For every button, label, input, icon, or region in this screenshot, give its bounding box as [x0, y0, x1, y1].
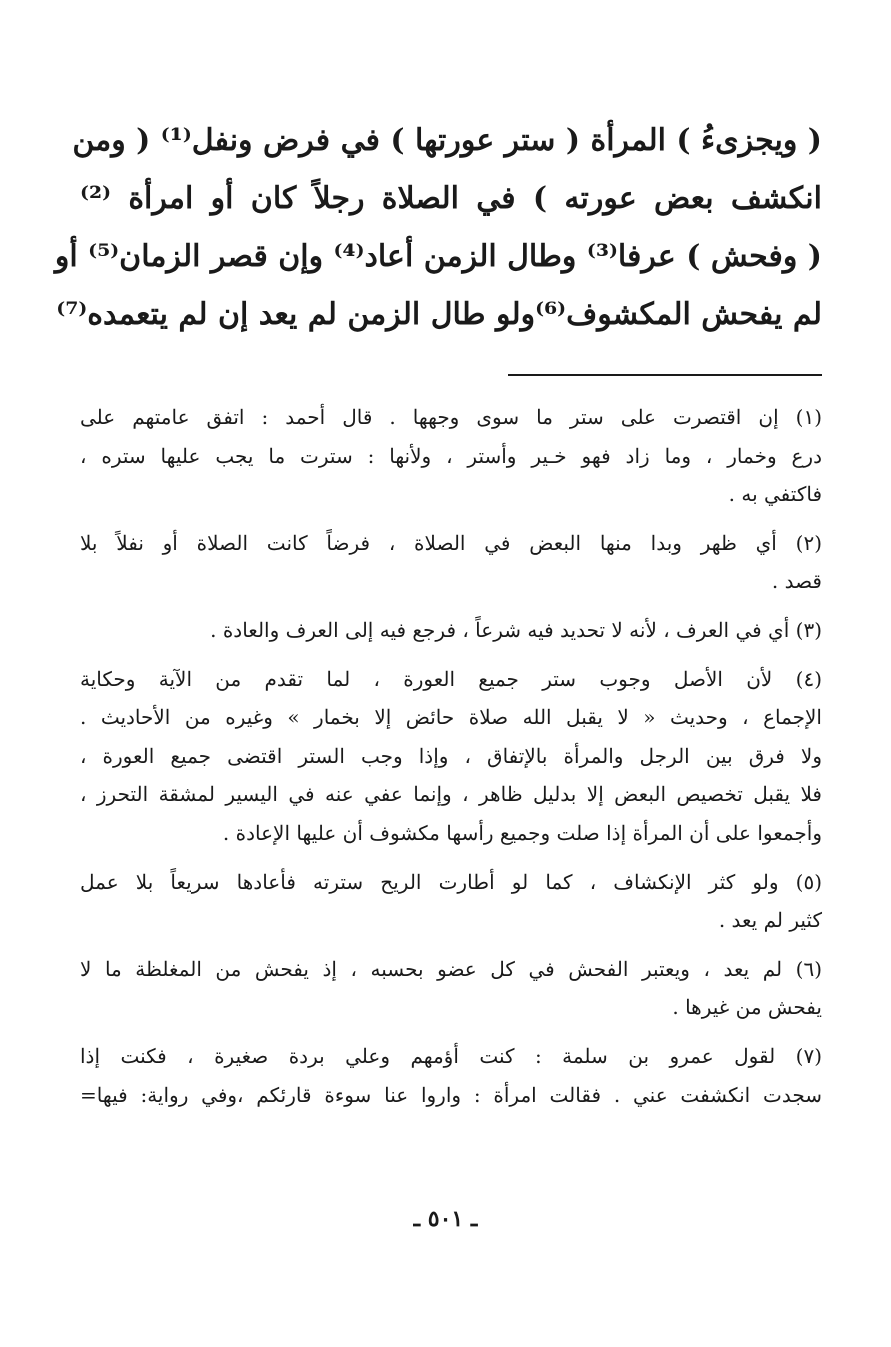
- page-number: ـ ٥٠١ ـ: [413, 1206, 478, 1232]
- footnote-4: [80, 660, 822, 853]
- footnote-line: وأجمعوا على أن المرأة إذا صلت وجميع رأسها مكشوف أن عليها الإعادة .: [222, 820, 822, 845]
- footnote-6: [80, 950, 822, 1027]
- main-text: [54, 112, 822, 344]
- footnote-line: كثير لم يعد .: [718, 908, 822, 933]
- footnote-7: [80, 1037, 822, 1114]
- main-text-line: ( وفحش ) عرفا⁽³⁾ وطال الزمن أعاد⁽⁴⁾ وإن قصر الزمان⁽⁵⁾ أو: [54, 239, 822, 274]
- main-text-line: انكشف بعض عورته ) في الصلاة رجلاً كان أو امرأة ⁽²⁾: [80, 181, 822, 216]
- footnote-line: فلا يقبل تخصيص البعض إلا بدليل ظاهر ، وإنما عفي عنه في اليسير لمشقة التحرز ،: [80, 782, 822, 807]
- footnote-line: الإجماع ، وحديث « لا يقبل الله صلاة حائض إلا بخمار » وغيره من الأحاديث .: [80, 705, 822, 730]
- footnote-line: قصد .: [771, 569, 822, 594]
- footnote-line: يفحش من غيرها .: [672, 995, 822, 1020]
- footnote-line: (١) إن اقتصرت على ستر ما سوى وجهها . قال أحمد : اتفق عامتهم على: [80, 405, 822, 429]
- footnote-separator: [508, 374, 822, 376]
- footnote-2: [80, 524, 822, 601]
- footnote-line: (٤) لأن الأصل وجوب ستر جميع العورة ، لما تقدم من الآية وحكاية: [80, 666, 822, 691]
- footnote-line: (٥) ولو كثر الإنكشاف ، كما لو أطارت الريح سترته فأعادها سريعاً بلا عمل: [80, 869, 822, 894]
- footnote-3: [80, 611, 822, 650]
- main-text-line: لم يفحش المكشوف⁽⁶⁾ولو طال الزمن لم يعد إن لم يتعمده⁽⁷⁾: [56, 297, 822, 332]
- footnote-line: (٣) أي في العرف ، لأنه لا تحديد فيه شرعاً ، فرجع فيه إلى العرف والعادة .: [210, 617, 822, 642]
- footnote-line: (٦) لم يعد ، ويعتبر الفحش في كل عضو بحسبه ، إذ يفحش من المغلظة ما لا: [80, 956, 822, 981]
- footnote-5: [80, 863, 822, 940]
- footnote-line: ولا فرق بين الرجل والمرأة بالإتفاق ، وإذا وجب الستر اقتضى جميع العورة ،: [80, 743, 822, 768]
- footnote-line: فاكتفي به .: [728, 482, 822, 507]
- footnotes: [80, 398, 822, 1124]
- footnote-line: (٢) أي ظهر وبدا منها البعض في الصلاة ، فرضاً كانت الصلاة أو نفلاً بلا: [80, 530, 822, 555]
- footnote-line: سجدت انكشفت عني . فقالت امرأة : واروا عنا سوءة قارئكم ،وفي رواية: فيها=: [80, 1082, 822, 1107]
- footnote-line: (٧) لقول عمرو بن سلمة : كنت أؤمهم وعلي بردة صغيرة ، فكنت إذا: [80, 1043, 822, 1068]
- footnote-line: درع وخمار ، وما زاد فهو خـير وأستر ، ولأنها : سترت ما يجب عليها ستره ،: [80, 443, 822, 468]
- footnote-1: [80, 398, 822, 514]
- main-text-line: ( ويجزىءُ ) المرأة ( ستر عورتها ) في فرض ونفل⁽¹⁾ ( ومن: [72, 123, 822, 158]
